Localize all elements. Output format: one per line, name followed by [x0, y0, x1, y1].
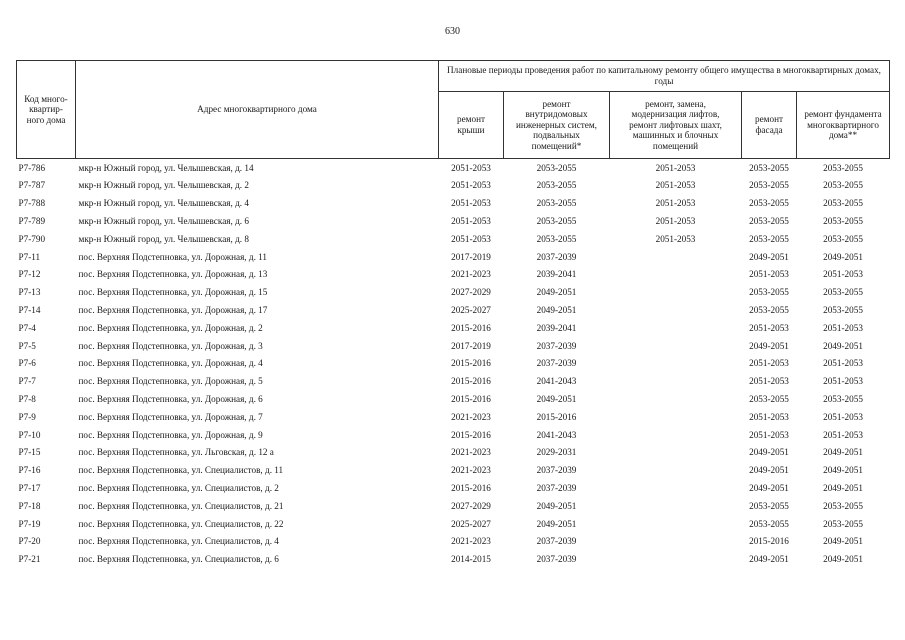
cell-lifts: 2051-2053	[655, 198, 696, 209]
cell-roof: 2051-2053	[451, 180, 491, 191]
cell-code: Р7-14	[18, 304, 41, 315]
table-row	[17, 248, 890, 266]
header-periods-group: Плановые периоды проведения работ по капитальному ремонту общего имущества в многоквартирных домах, годы	[439, 61, 890, 92]
cell-systems: 2049-2051	[536, 287, 577, 298]
cell-address: пос. Верхняя Подстепновка, ул. Специалистов, д. 21	[78, 500, 284, 511]
cell-foundation: 2049-2051	[823, 465, 863, 476]
cell-foundation: 2053-2055	[823, 304, 863, 315]
cell-systems: 2037-2039	[536, 536, 577, 547]
cell-roof: 2021-2023	[451, 465, 491, 476]
cell-code: Р7-8	[18, 393, 36, 404]
table-row	[17, 479, 890, 497]
table-row	[17, 408, 890, 426]
cell-code: Р7-13	[18, 287, 41, 298]
table-row	[17, 195, 890, 213]
cell-lifts	[610, 479, 742, 497]
cell-facade: 2051-2053	[749, 322, 789, 333]
cell-facade: 2053-2055	[749, 393, 789, 404]
cell-lifts	[610, 301, 742, 319]
cell-roof: 2015-2016	[451, 376, 491, 387]
cell-roof: 2017-2019	[451, 251, 491, 262]
cell-foundation: 2051-2053	[823, 269, 863, 280]
cell-code: Р7-17	[18, 482, 41, 493]
cell-code: Р7-20	[18, 536, 41, 547]
cell-lifts: 2051-2053	[655, 162, 696, 173]
cell-facade: 2053-2055	[749, 162, 789, 173]
table-row	[17, 373, 890, 391]
table-row	[17, 337, 890, 355]
table-row	[17, 426, 890, 444]
cell-facade: 2049-2051	[749, 482, 789, 493]
table-row	[17, 266, 890, 284]
header-lifts: ремонт, замена, модернизация лифтов, ремонт лифтовых шахт, машинных и блочных помещений	[610, 92, 742, 159]
cell-roof: 2051-2053	[451, 162, 491, 173]
cell-code: Р7-10	[18, 429, 41, 440]
table-row	[17, 230, 890, 248]
cell-address: пос. Верхняя Подстепновка, ул. Дорожная, д. 11	[78, 251, 268, 262]
cell-foundation: 2051-2053	[823, 376, 863, 387]
cell-roof: 2015-2016	[451, 482, 491, 493]
cell-systems: 2037-2039	[536, 482, 577, 493]
cell-code: Р7-15	[18, 447, 41, 458]
cell-foundation: 2049-2051	[823, 340, 863, 351]
cell-address: пос. Верхняя Подстепновка, ул. Дорожная, д. 9	[78, 429, 263, 440]
cell-roof: 2015-2016	[451, 322, 491, 333]
cell-foundation: 2049-2051	[823, 251, 863, 262]
cell-facade: 2051-2053	[749, 429, 789, 440]
cell-facade: 2053-2055	[749, 216, 789, 226]
cell-code: Р7-6	[18, 358, 36, 369]
cell-roof: 2021-2023	[451, 411, 491, 422]
cell-code: Р7-789	[18, 216, 46, 226]
cell-roof: 2021-2023	[451, 447, 491, 458]
header-code: Код много- квартир- ного дома	[17, 61, 76, 159]
table-row	[17, 497, 890, 515]
cell-foundation: 2053-2055	[823, 500, 863, 511]
cell-address: мкр-н Южный город, ул. Челышевская, д. 14	[78, 162, 254, 173]
cell-lifts	[610, 266, 742, 284]
cell-address: пос. Верхняя Подстепновка, ул. Дорожная, д. 4	[78, 358, 263, 369]
cell-code: Р7-12	[18, 269, 41, 280]
cell-systems: 2041-2043	[536, 376, 577, 387]
cell-systems: 2053-2055	[536, 198, 577, 209]
cell-facade: 2051-2053	[749, 358, 789, 369]
cell-address: мкр-н Южный город, ул. Челышевская, д. 8	[78, 233, 249, 244]
cell-address: пос. Верхняя Подстепновка, ул. Дорожная, д. 15	[78, 287, 268, 298]
cell-lifts	[610, 515, 742, 533]
cell-code: Р7-4	[18, 322, 36, 333]
cell-roof: 2014-2015	[451, 554, 491, 565]
cell-address: пос. Верхняя Подстепновка, ул. Специалистов, д. 22	[78, 518, 284, 529]
cell-code: Р7-21	[18, 554, 41, 565]
cell-address: пос. Верхняя Подстепновка, ул. Дорожная, д. 2	[78, 322, 263, 333]
cell-lifts	[610, 426, 742, 444]
cell-roof: 2051-2053	[451, 233, 491, 244]
cell-foundation: 2053-2055	[823, 393, 863, 404]
cell-facade: 2053-2055	[749, 500, 789, 511]
cell-roof: 2021-2023	[451, 269, 491, 280]
cell-facade: 2015-2016	[749, 536, 789, 547]
cell-systems: 2053-2055	[536, 233, 577, 244]
cell-foundation: 2049-2051	[823, 536, 863, 547]
cell-systems: 2049-2051	[536, 518, 577, 529]
table-row	[17, 462, 890, 480]
cell-lifts	[610, 319, 742, 337]
cell-address: пос. Верхняя Подстепновка, ул. Специалистов, д. 11	[78, 465, 284, 476]
cell-systems: 2037-2039	[536, 358, 577, 369]
cell-facade: 2053-2055	[749, 233, 789, 244]
cell-code: Р7-18	[18, 500, 41, 511]
cell-code: Р7-788	[18, 198, 46, 209]
cell-address: пос. Верхняя Подстепновка, ул. Дорожная, д. 3	[78, 340, 263, 351]
cell-systems: 2041-2043	[536, 429, 577, 440]
cell-code: Р7-11	[18, 251, 41, 262]
cell-lifts	[610, 444, 742, 462]
header-facade: ремонт фасада	[742, 92, 797, 159]
table-row	[17, 390, 890, 408]
cell-roof: 2027-2029	[451, 287, 491, 298]
cell-code: Р7-19	[18, 518, 41, 529]
cell-systems: 2037-2039	[536, 465, 577, 476]
cell-foundation: 2049-2051	[823, 447, 863, 458]
cell-facade: 2049-2051	[749, 340, 789, 351]
cell-lifts	[610, 284, 742, 302]
table-row	[17, 444, 890, 462]
cell-foundation: 2053-2055	[823, 287, 863, 298]
cell-foundation: 2049-2051	[823, 482, 863, 493]
cell-facade: 2049-2051	[749, 554, 789, 565]
cell-address: пос. Верхняя Подстепновка, ул. Дорожная, д. 6	[78, 393, 263, 404]
table-row	[17, 551, 890, 569]
table-header	[17, 61, 890, 159]
cell-lifts	[610, 337, 742, 355]
table-row	[17, 515, 890, 533]
cell-foundation: 2051-2053	[823, 358, 863, 369]
cell-foundation: 2053-2055	[823, 162, 863, 173]
cell-roof: 2051-2053	[451, 198, 491, 209]
cell-code: Р7-786	[18, 162, 46, 173]
cell-roof: 2025-2027	[451, 518, 491, 529]
cell-roof: 2015-2016	[451, 358, 491, 369]
cell-lifts	[610, 373, 742, 391]
cell-facade: 2053-2055	[749, 198, 789, 209]
table-row	[17, 284, 890, 302]
table-row	[17, 212, 890, 230]
cell-facade: 2053-2055	[749, 287, 789, 298]
cell-foundation: 2053-2055	[823, 518, 863, 529]
cell-address: пос. Верхняя Подстепновка, ул. Специалистов, д. 2	[78, 482, 279, 493]
cell-foundation: 2053-2055	[823, 233, 863, 244]
table-body	[17, 159, 890, 569]
cell-systems: 2029-2031	[536, 447, 577, 458]
cell-address: пос. Верхняя Подстепновка, ул. Специалистов, д. 6	[78, 554, 279, 565]
cell-code: Р7-9	[18, 411, 36, 422]
cell-code: Р7-787	[18, 180, 46, 191]
cell-foundation: 2053-2055	[823, 198, 863, 209]
cell-lifts	[610, 390, 742, 408]
cell-facade: 2051-2053	[749, 411, 789, 422]
cell-lifts	[610, 533, 742, 551]
cell-address: пос. Верхняя Подстепновка, ул. Дорожная, д. 13	[78, 269, 268, 280]
cell-roof: 2017-2019	[451, 340, 491, 351]
cell-lifts	[610, 551, 742, 569]
table-row	[17, 301, 890, 319]
cell-facade: 2053-2055	[749, 518, 789, 529]
cell-lifts	[610, 408, 742, 426]
cell-address: мкр-н Южный город, ул. Челышевская, д. 4	[78, 198, 249, 209]
cell-systems: 2037-2039	[536, 340, 577, 351]
table-row	[17, 319, 890, 337]
table-row	[17, 533, 890, 551]
cell-roof: 2021-2023	[451, 536, 491, 547]
cell-lifts	[610, 497, 742, 515]
cell-systems: 2049-2051	[536, 304, 577, 315]
cell-systems: 2037-2039	[536, 554, 577, 565]
cell-foundation: 2051-2053	[823, 429, 863, 440]
cell-lifts	[610, 248, 742, 266]
cell-lifts: 2051-2053	[655, 233, 696, 244]
header-systems: ремонт внутридомовых инженерных систем, подвальных помещений*	[504, 92, 610, 159]
cell-foundation: 2053-2055	[823, 216, 863, 226]
cell-systems: 2049-2051	[536, 393, 577, 404]
cell-systems: 2039-2041	[536, 322, 577, 333]
page-number: 630	[445, 26, 460, 37]
table-row	[17, 355, 890, 373]
cell-foundation: 2049-2051	[823, 554, 863, 565]
cell-roof: 2025-2027	[451, 304, 491, 315]
cell-address: пос. Верхняя Подстепновка, ул. Дорожная, д. 17	[78, 304, 268, 315]
cell-address: пос. Верхняя Подстепновка, ул. Специалистов, д. 4	[78, 536, 279, 547]
cell-code: Р7-7	[18, 376, 36, 387]
cell-systems: 2053-2055	[536, 162, 577, 173]
cell-lifts: 2051-2053	[655, 180, 696, 191]
cell-roof: 2015-2016	[451, 429, 491, 440]
cell-systems: 2037-2039	[536, 251, 577, 262]
cell-facade: 2053-2055	[749, 180, 789, 191]
cell-foundation: 2051-2053	[823, 411, 863, 422]
cell-foundation: 2053-2055	[823, 180, 863, 191]
cell-systems: 2015-2016	[536, 411, 577, 422]
cell-facade: 2049-2051	[749, 251, 789, 262]
cell-lifts	[610, 462, 742, 480]
header-foundation: ремонт фундамента многоквартирного дома**	[797, 92, 890, 159]
cell-lifts: 2051-2053	[655, 216, 696, 226]
capital-repair-schedule-table	[16, 60, 890, 568]
cell-systems: 2053-2055	[536, 216, 577, 226]
cell-address: мкр-н Южный город, ул. Челышевская, д. 6	[78, 216, 249, 226]
cell-roof: 2015-2016	[451, 393, 491, 404]
header-roof: ремонт крыши	[439, 92, 504, 159]
cell-facade: 2051-2053	[749, 376, 789, 387]
cell-facade: 2049-2051	[749, 465, 789, 476]
cell-address: пос. Верхняя Подстепновка, ул. Дорожная, д. 7	[78, 411, 263, 422]
cell-code: Р7-790	[18, 233, 46, 244]
cell-roof: 2051-2053	[451, 216, 491, 226]
cell-facade: 2051-2053	[749, 269, 789, 280]
cell-facade: 2053-2055	[749, 304, 789, 315]
cell-facade: 2049-2051	[749, 447, 789, 458]
cell-address: пос. Верхняя Подстепновка, ул. Дорожная, д. 5	[78, 376, 263, 387]
table-row	[17, 177, 890, 195]
cell-systems: 2049-2051	[536, 500, 577, 511]
cell-address: мкр-н Южный город, ул. Челышевская, д. 2	[78, 180, 249, 191]
header-address: Адрес многоквартирного дома	[76, 61, 439, 159]
cell-code: Р7-5	[18, 340, 36, 351]
cell-code: Р7-16	[18, 465, 41, 476]
cell-address: пос. Верхняя Подстепновка, ул. Льговская, д. 12 а	[78, 447, 274, 458]
table-row	[17, 159, 890, 177]
cell-systems: 2039-2041	[536, 269, 577, 280]
cell-lifts	[610, 355, 742, 373]
cell-foundation: 2051-2053	[823, 322, 863, 333]
cell-systems: 2053-2055	[536, 180, 577, 191]
cell-roof: 2027-2029	[451, 500, 491, 511]
